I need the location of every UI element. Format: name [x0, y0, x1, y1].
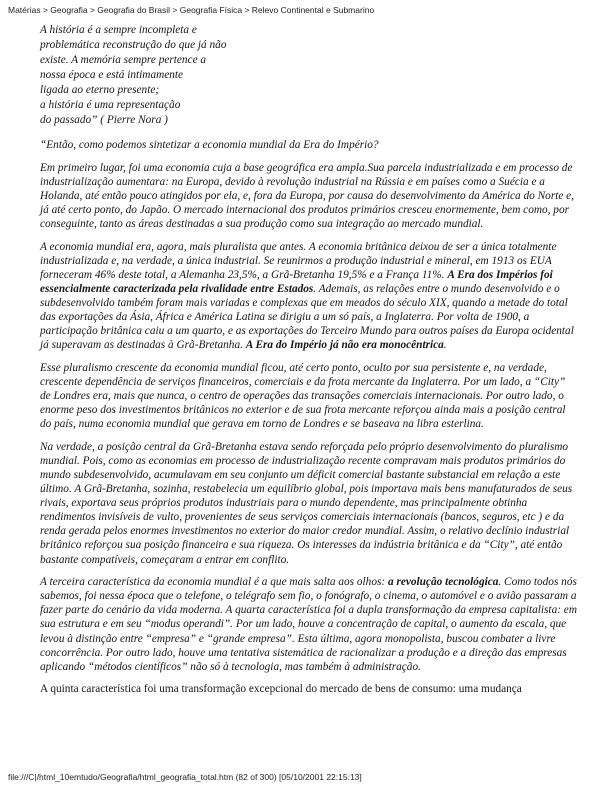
paragraph-first-characteristic: Em primeiro lugar, foi uma economia cuja a base geográfica era ampla.Sua parcela industrializada e em processo de industrialização aumentara: na Europa, devido à revolução industrial na Rússia e em países como a Suécia e a Holanda, até então pouco atingidos por ela, e, fora da Europa, por causa do desenvolvimento da América do Norte e, já até certo ponto, do Japão. O mercado internacional dos produtos primários cresceu enormemente, bem como, por conseguinte, tanto as áreas destinadas a sua produção como sua integração ao mercado mundial. [40, 161, 575, 230]
paragraph-question: “Então, como podemos sintetizar a economia mundial da Era do Império? [40, 139, 379, 151]
quote-line: a história é uma representação [40, 99, 181, 111]
bold-text-run: a revolução tecnológica [387, 576, 499, 589]
quote-line: nossa época e está intimamente [40, 69, 184, 81]
document-body [40, 23, 578, 705]
bold-text-run: A Era dos Impérios foi essencialmente caracterizada pela rivalidade entre Estados [40, 268, 553, 295]
text-run: . Como todos nós sabemos, foi nessa época que o telefone, o telégrafo sem fio, o fonógrafo, o cinema, o automóvel e o avião passaram a fazer parte do cenário da vida moderna. A quarta característica foi a dupla transformação da empresa capitalista: em sua estrutura e em seu “modus operandi”. Por um lado, houve a concentração de capital, o aumento da escala, que levou à distinção entre “empresa” e “grande empresa”. Esta última, agora monopolista, buscou combater a livre concorrência. Por outro lado, houve uma tentativa sistemática de racionalizar a produção e a direção das empresas aplicando “métodos científicos” não só à tecnologia, mas também à administração. [40, 576, 577, 673]
paragraph-third-fourth-characteristic [40, 575, 578, 674]
quote-line: problemática reconstrução do que já não [40, 39, 227, 51]
text-run: A economia mundial era, agora, mais pluralista que antes. A economia britânica deixou de ser a única totalmente industrializada e, na verdade, a única industrial. Se reunirmos a produção industrial e mineral, em 1913 os EUA forneceram 46% deste total, a Alemanha 23,5%, a Grã-Bretanha 19,5% e a França 11%. [40, 240, 557, 281]
text-run: A terceira característica da economia mundial é a que mais salta aos olhos: [40, 576, 388, 589]
paragraph-britain-position: Na verdade, a posição central da Grã-Bretanha estava sendo reforçada pelo próprio desenvolvimento do pluralismo mundial. Pois, como as economias em processo de industrialização recente compravam mais produtos primários do mundo subdesenvolvido, acumulavam em seu conjunto um déficit comercial bastante substancial em relação a este último. A Grã-Bretanha, sozinha, restabelecia um equilíbrio global, pois importava mais bens manufaturados de seus rivais, exportava seus próprios produtos industriais para o mundo dependente, mas principalmente obtinha rendimentos invisíveis de vulto, provenientes de seus serviços comerciais internacionais (bancos, seguros, etc ) e da renda gerada pelos enormes investimentos no exterior do maior credor mundial. Assim, o relativo declínio industrial britânico reforçou sua posição financeira e sua riqueza. Os interesses da indústria britânica e da “City”, até então bastante compatíveis, começaram a entrar em conflito. [40, 440, 573, 566]
footer-file-info: file:///C|/html_10emtudo/Geografia/html_geografia_total.htm (82 of 300) [05/10/2001 22:15:13] [8, 772, 362, 782]
quote-line: do passado” ( Pierre Nora ) [40, 114, 168, 126]
text-run: . Ademais, as relações entre o mundo desenvolvido e o subdesenvolvido também foram mais variadas e complexas que em meados do século XIX, quando a metade do total das exportações da Ásia, África e América Latina se dirigiu a um só país, a Inglaterra. Por volta de 1900, a participação britânica caiu a um quarto, e as exportações do Terceiro Mundo para outros países da Europa ocidental já superavam as destinadas à Grã-Bretanha. [40, 282, 574, 352]
epigraph-quote [40, 23, 578, 128]
quote-line: ligada ao eterno presente; [40, 84, 160, 96]
text-run: . [443, 339, 447, 352]
breadcrumb: Matérias > Geografia > Geografia do Brasil > Geografia Física > Relevo Continental e Submarino [8, 5, 375, 15]
quote-line: A história é a sempre incompleta e [40, 24, 197, 36]
quote-line: existe. A memória sempre pertence a [40, 54, 207, 66]
paragraph-pluralism: Esse pluralismo crescente da economia mundial ficou, até certo ponto, oculto por sua persistente e, na verdade, crescente dependência de serviços financeiros, comerciais e da frota mercante da Inglaterra. Por um lado, a “City” de Londres era, mais que nunca, o centro de operações das transações comerciais internacionais. Por outro lado, o enorme peso dos investimentos britânicos no exterior e de sua frota mercante reforçou ainda mais a posição central do país, numa economia mundial que gerava em torno de Londres e se baseava na libra esterlina. [40, 361, 566, 431]
bold-text-run: A Era do Império já não era monocêntrica [245, 339, 444, 352]
paragraph-fifth-characteristic: A quinta característica foi uma transformação excepcional do mercado de bens de consumo: uma mudança [40, 683, 522, 696]
paragraph-second-characteristic [40, 240, 578, 353]
